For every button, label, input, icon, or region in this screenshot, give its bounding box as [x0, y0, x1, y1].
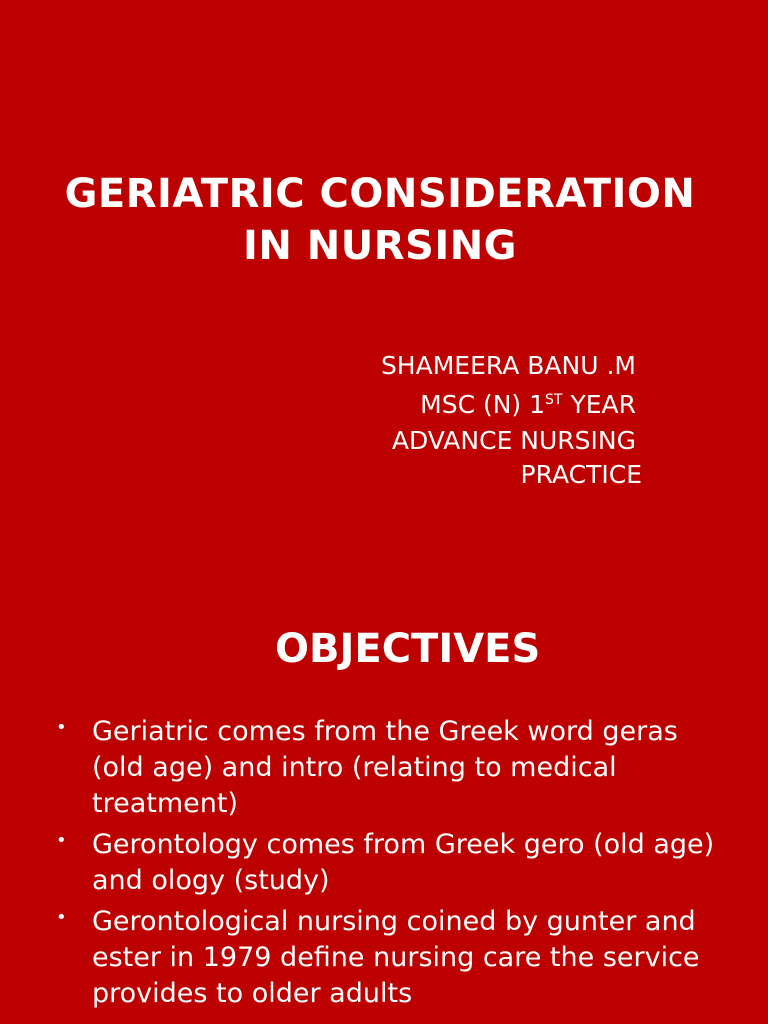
course-suffix: YEAR: [562, 390, 636, 419]
subject-line-1: ADVANCE NURSING: [391, 426, 636, 455]
course-prefix: MSC (N) 1: [420, 390, 546, 419]
objectives-list: [0, 714, 768, 1017]
author-name: SHAMEERA BANU .M: [380, 351, 636, 380]
bullet-text: Gerontology comes from Greek gero (old age) and ology (study): [92, 829, 715, 896]
bullet-text: Geriatric comes from the Greek word geras (old age) and intro (relating to medical treatment): [92, 716, 678, 819]
title-line-1: GERIATRIC CONSIDERATION: [64, 171, 696, 217]
course-superscript: ST: [545, 392, 563, 408]
bullet-icon: •: [56, 717, 67, 738]
author-info: [380, 346, 642, 492]
list-item: [0, 904, 768, 1012]
presentation-title: [20, 168, 740, 272]
bullet-icon: •: [56, 830, 67, 851]
subject: [381, 424, 642, 492]
course-year: [381, 385, 636, 424]
bullet-icon: •: [56, 907, 67, 928]
objectives-slide: [0, 600, 768, 1024]
bullet-text: Gerontological nursing coined by gunter and ester in 1979 define nursing care the service provides to older adults: [92, 906, 700, 1009]
list-item: [0, 714, 768, 822]
title-line-2: IN NURSING: [242, 223, 518, 269]
objectives-heading: OBJECTIVES: [275, 626, 541, 672]
list-item: [0, 827, 768, 899]
subject-line-2: PRACTICE: [520, 460, 642, 489]
